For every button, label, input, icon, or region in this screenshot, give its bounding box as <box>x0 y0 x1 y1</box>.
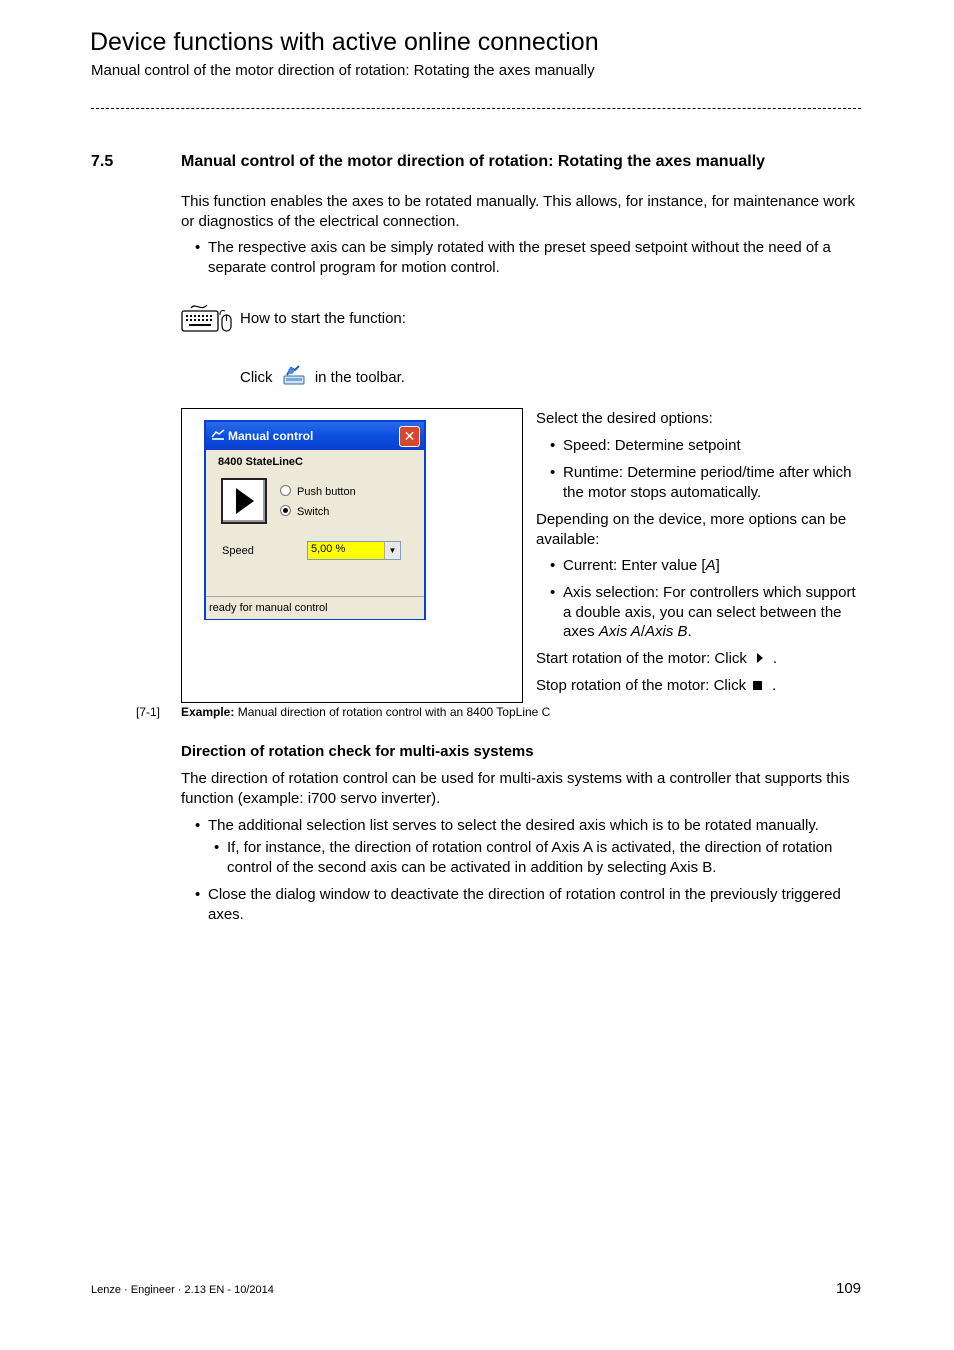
radio-circle <box>280 485 291 496</box>
manual-control-dialog <box>204 420 426 620</box>
click-prefix: Click <box>240 369 273 386</box>
list-item <box>195 885 868 924</box>
click-suffix: in the toolbar. <box>314 369 405 386</box>
multiaxis-intro: The direction of rotation control can be used for multi-axis systems with a controller that supports this function (example: i700 servo inverter). <box>181 770 850 807</box>
current-unit: A <box>705 557 716 574</box>
current-suffix: ] <box>715 557 720 574</box>
caption-text: Manual direction of rotation control with an 8400 TopLine C <box>237 705 551 719</box>
page-number: 109 <box>836 1280 862 1297</box>
bullet-dot: • <box>195 886 201 903</box>
bullet-dot: • <box>195 817 201 834</box>
bullet-text: The respective axis can be simply rotated with the preset speed setpoint without the need of a separate control program for motion control. <box>208 239 831 276</box>
list-item <box>550 556 863 576</box>
bullet-text: The additional selection list serves to select the desired axis which is to be rotated manually. <box>208 817 819 834</box>
speed-value: 5,00 % <box>311 543 346 555</box>
page-subtitle: Manual control of the motor direction of rotation: Rotating the axes manually <box>91 62 595 79</box>
stop-period: . <box>772 677 777 694</box>
bullet-dot: • <box>195 239 201 256</box>
figure-number: [7-1] <box>136 705 161 719</box>
radio-switch[interactable] <box>280 505 329 518</box>
start-rotation-text <box>536 649 866 669</box>
list-item <box>550 463 863 502</box>
status-text: ready for manual control <box>209 602 328 614</box>
manual-control-icon <box>211 429 225 441</box>
stop-text: Stop rotation of the motor: Click <box>536 677 747 694</box>
subsection-heading: Direction of rotation check for multi-axis systems <box>181 743 534 760</box>
list-item <box>550 583 863 642</box>
radio-push-label: Push button <box>297 486 356 498</box>
status-bar <box>206 596 424 619</box>
bullet-dot: • <box>550 437 556 454</box>
radio-push-button[interactable] <box>280 485 356 498</box>
stop-rotation-text <box>536 676 866 696</box>
manual-control-toolbar-icon[interactable] <box>283 365 305 385</box>
radio-switch-label: Switch <box>297 506 330 518</box>
keyboard-mouse-icon <box>181 302 233 334</box>
bullet-dot: • <box>214 839 220 856</box>
howto-label: How to start the function: <box>240 310 406 327</box>
start-period: . <box>772 650 778 667</box>
stop-icon <box>753 681 762 690</box>
bullet-text: If, for instance, the direction of rotation control of Axis A is activated, the direction of rotation control of the second axis can be activated in addition by selecting Axis B. <box>227 839 833 876</box>
axis-sep: / <box>640 623 645 640</box>
section-intro: This function enables the axes to be rotated manually. This allows, for instance, for maintenance work or diagnostics of the electrical connection. <box>181 193 855 230</box>
device-name: 8400 StateLineC <box>218 456 303 468</box>
depending-text: Depending on the device, more options can be available: <box>536 511 847 548</box>
radio-circle-selected <box>280 505 291 516</box>
dialog-title: Manual control <box>228 429 314 443</box>
select-options-text: Select the desired options: <box>536 410 713 427</box>
speed-label: Speed <box>222 545 254 557</box>
bullet-text: Close the dialog window to deactivate the direction of rotation control in the previously triggered axes. <box>208 886 841 923</box>
current-prefix: Current: Enter value [ <box>563 557 706 574</box>
header-separator <box>91 108 861 109</box>
bullet-dot: • <box>550 464 556 481</box>
bullet-text: Speed: Determine setpoint <box>563 437 741 454</box>
list-item <box>195 238 868 277</box>
bullet-dot: • <box>550 584 556 601</box>
speed-select[interactable] <box>307 541 401 560</box>
start-button[interactable] <box>221 478 267 524</box>
close-button[interactable]: ✕ <box>399 426 420 447</box>
chevron-down-icon[interactable]: ▼ <box>384 542 400 559</box>
list-item <box>550 436 863 456</box>
caption-bold: Example: <box>181 705 235 719</box>
start-text: Start rotation of the motor: Click <box>536 650 747 667</box>
axis-a: Axis A <box>598 623 641 640</box>
play-icon <box>757 653 763 663</box>
list-item <box>195 816 868 836</box>
figure-caption <box>181 705 550 719</box>
click-instruction <box>240 365 405 386</box>
axis-b: Axis B <box>644 623 688 640</box>
bullet-dot: • <box>550 557 556 574</box>
section-number: 7.5 <box>91 153 114 170</box>
axis-prefix: Axis selection: For controllers which support a double axis, you can select between the axes <box>563 584 856 640</box>
footer-info: Lenze · Engineer · 2.13 EN - 10/2014 <box>91 1284 274 1296</box>
play-icon <box>223 480 265 522</box>
axis-end: . <box>687 623 692 640</box>
bullet-text: Runtime: Determine period/time after which the motor stops automatically. <box>563 464 852 501</box>
list-item <box>214 838 867 877</box>
page-title: Device functions with active online connection <box>90 28 599 56</box>
dialog-titlebar[interactable] <box>206 422 424 450</box>
section-title: Manual control of the motor direction of rotation: Rotating the axes manually <box>181 153 766 170</box>
